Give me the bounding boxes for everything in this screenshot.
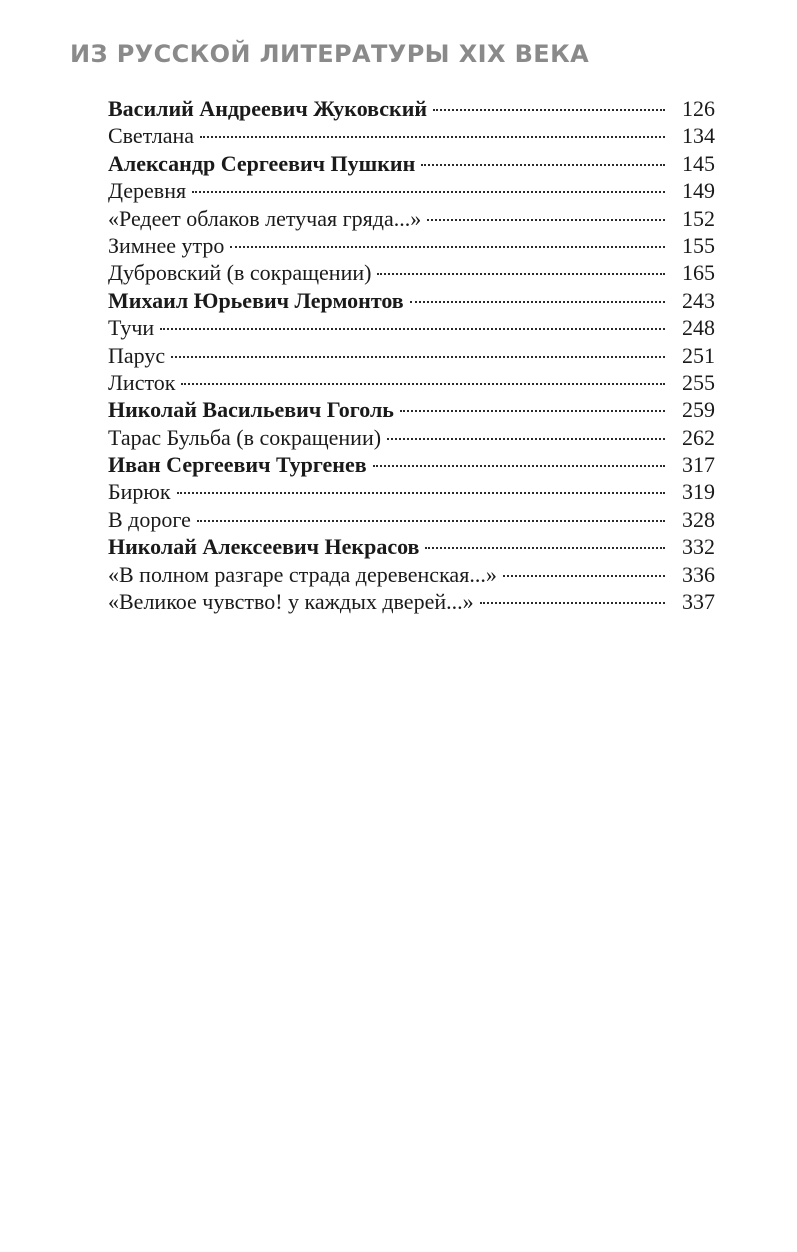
toc-row[interactable] xyxy=(108,122,715,149)
toc-leader-dots xyxy=(181,383,665,385)
toc-title: Бирюк xyxy=(108,479,171,505)
toc-leader-dots xyxy=(377,273,665,275)
toc-title: Василий Андреевич Жуковский xyxy=(108,96,428,121)
toc-leader-dots xyxy=(197,520,665,522)
toc-page-number: 126 xyxy=(682,96,715,121)
toc-page-number: 243 xyxy=(682,287,715,313)
toc-page-number: 251 xyxy=(682,342,715,368)
toc-row[interactable] xyxy=(108,177,715,204)
toc-row[interactable] xyxy=(108,533,715,560)
toc-leader-dots xyxy=(171,356,665,358)
toc-row[interactable] xyxy=(108,588,715,615)
toc-title: Николай Васильевич Гоголь xyxy=(108,397,394,423)
toc-row[interactable] xyxy=(108,150,715,177)
toc-leader-dots xyxy=(427,219,665,221)
toc-title: Зимнее утро xyxy=(108,232,225,258)
table-of-contents xyxy=(108,95,715,615)
toc-title: «В полном разгаре страда деревенская...» xyxy=(108,561,497,587)
toc-row[interactable] xyxy=(108,342,715,369)
toc-row[interactable] xyxy=(108,314,715,341)
toc-row[interactable] xyxy=(108,561,715,588)
toc-title: Деревня xyxy=(108,178,187,204)
toc-title: Николай Алексеевич Некрасов xyxy=(108,534,420,560)
toc-title: Парус xyxy=(108,342,166,368)
toc-title: Тучи xyxy=(108,315,155,341)
toc-page-number: 332 xyxy=(682,534,715,560)
toc-page-number: 155 xyxy=(682,232,715,258)
toc-leader-dots xyxy=(410,301,665,303)
toc-page-number: 248 xyxy=(682,315,715,341)
toc-page-number: 259 xyxy=(682,397,715,423)
toc-leader-dots xyxy=(480,602,665,604)
toc-page-number: 337 xyxy=(682,589,715,615)
toc-page-number: 336 xyxy=(682,561,715,587)
toc-page-number: 255 xyxy=(682,369,715,395)
toc-title: Листок xyxy=(108,369,176,395)
toc-row[interactable] xyxy=(108,369,715,396)
toc-leader-dots xyxy=(230,246,665,248)
toc-title: Светлана xyxy=(108,123,195,149)
toc-leader-dots xyxy=(373,465,665,467)
toc-leader-dots xyxy=(503,575,665,577)
toc-row[interactable] xyxy=(108,95,715,122)
toc-page-number: 134 xyxy=(682,123,715,149)
toc-leader-dots xyxy=(425,547,665,549)
toc-page-number: 149 xyxy=(682,178,715,204)
toc-row[interactable] xyxy=(108,506,715,533)
toc-title: Александр Сергеевич Пушкин xyxy=(108,150,416,176)
toc-page-number: 145 xyxy=(682,150,715,176)
toc-row[interactable] xyxy=(108,205,715,232)
toc-title: Дубровский (в сокращении) xyxy=(108,260,372,286)
toc-row[interactable] xyxy=(108,424,715,451)
toc-page-number: 152 xyxy=(682,205,715,231)
toc-page-number: 328 xyxy=(682,506,715,532)
toc-row[interactable] xyxy=(108,232,715,259)
toc-leader-dots xyxy=(160,328,665,330)
toc-leader-dots xyxy=(200,136,665,138)
toc-row[interactable] xyxy=(108,396,715,423)
toc-leader-dots xyxy=(400,410,665,412)
toc-title: «Редеет облаков летучая гряда...» xyxy=(108,205,422,231)
toc-row[interactable] xyxy=(108,287,715,314)
toc-page-number: 317 xyxy=(682,452,715,478)
toc-leader-dots xyxy=(433,109,665,111)
toc-leader-dots xyxy=(387,438,665,440)
toc-title: В дороге xyxy=(108,506,191,532)
toc-page-number: 262 xyxy=(682,424,715,450)
toc-title: Михаил Юрьевич Лермонтов xyxy=(108,287,404,313)
toc-leader-dots xyxy=(177,492,665,494)
toc-title: Тарас Бульба (в сокращении) xyxy=(108,424,382,450)
toc-row[interactable] xyxy=(108,259,715,286)
section-heading: ИЗ РУССКОЙ ЛИТЕРАТУРЫ XIX ВЕКА xyxy=(70,40,590,68)
toc-page-number: 319 xyxy=(682,479,715,505)
toc-leader-dots xyxy=(421,164,665,166)
toc-title: «Великое чувство! у каждых дверей...» xyxy=(108,589,474,615)
toc-row[interactable] xyxy=(108,451,715,478)
toc-leader-dots xyxy=(192,191,665,193)
toc-title: Иван Сергеевич Тургенев xyxy=(108,452,367,478)
toc-row[interactable] xyxy=(108,478,715,505)
toc-page-number: 165 xyxy=(682,260,715,286)
